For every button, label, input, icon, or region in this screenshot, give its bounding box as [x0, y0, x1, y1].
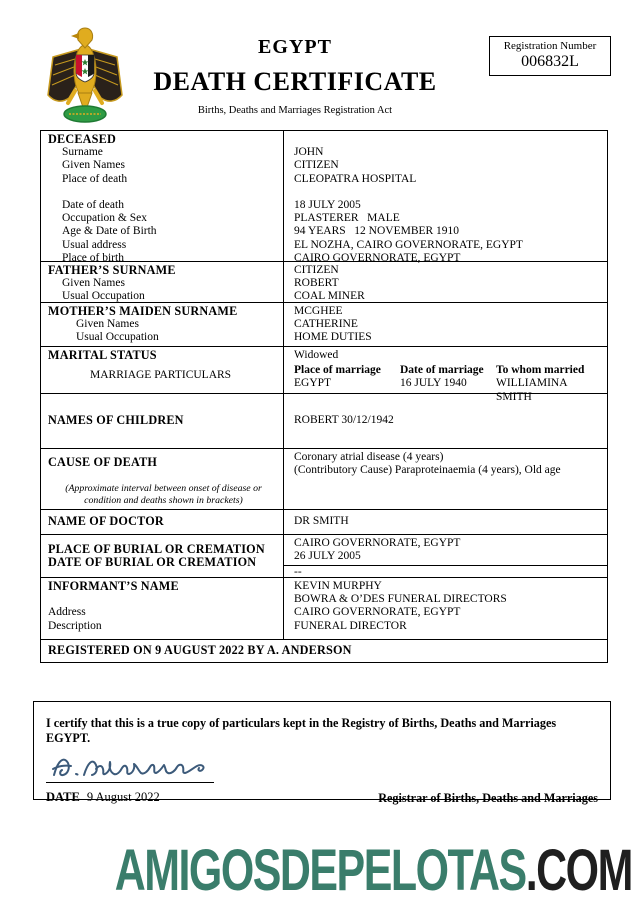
- signature-block: [46, 750, 226, 783]
- field-value: 26 JULY 2005: [294, 550, 361, 563]
- certification-footer: [46, 788, 598, 806]
- registration-number-label: Registration Number: [503, 40, 597, 52]
- burial-date-heading: DATE OF BURIAL OR CREMATION: [48, 555, 257, 569]
- field-label: Given Names: [62, 277, 125, 290]
- certify-statement: I certify that this is a true copy of particulars kept in the Registry of Births, Deaths and Marriages EGYPT.: [46, 716, 557, 745]
- field-label: Place of death: [62, 172, 128, 185]
- country-title: EGYPT: [258, 36, 332, 58]
- cause-values: [284, 449, 607, 509]
- act-subtitle: Births, Deaths and Marriages Registration Act: [197, 105, 393, 116]
- mother-heading: MOTHER’S MAIDEN SURNAME: [48, 304, 238, 318]
- marital-heading: MARITAL STATUS: [48, 348, 157, 362]
- deceased-row: [41, 131, 607, 262]
- burial-values: [284, 535, 607, 577]
- field-label: [48, 186, 279, 199]
- informant-labels: [41, 578, 284, 639]
- field-label: Usual Occupation: [62, 290, 145, 303]
- field-value: MCGHEE: [294, 305, 343, 317]
- doctor-row: [41, 510, 607, 535]
- field-value: COAL MINER: [294, 290, 365, 303]
- field-value: PLASTERER MALE: [294, 212, 400, 225]
- field-label: Description: [48, 619, 102, 632]
- header-titles: [125, 36, 465, 116]
- burial-place-date: [284, 535, 607, 566]
- egypt-coat-of-arms-icon: [45, 25, 125, 123]
- registered-statement: REGISTERED ON 9 AUGUST 2022 BY A. ANDERSON: [48, 643, 352, 657]
- column-header: Place of marriage: [294, 364, 381, 377]
- field-value: BOWRA & O’DES FUNERAL DIRECTORS: [294, 593, 507, 606]
- field-label: Given Names: [76, 318, 139, 331]
- field-value: 18 JULY 2005: [294, 198, 361, 211]
- mother-labels: [41, 303, 284, 346]
- children-heading: NAMES OF CHILDREN: [48, 413, 184, 428]
- marital-status-value: Widowed: [294, 349, 339, 361]
- marriage-columns-header: [294, 364, 603, 377]
- field-label: Usual Occupation: [76, 331, 159, 344]
- mother-row: [41, 303, 607, 347]
- spacer-line: [48, 593, 279, 606]
- children-row: [41, 394, 607, 449]
- field-value: CAIRO GOVERNORATE, EGYPT: [294, 537, 461, 549]
- date-group: [46, 788, 160, 806]
- field-label: Usual address: [62, 238, 127, 251]
- field-value: FUNERAL DIRECTOR: [294, 619, 407, 632]
- field-label: Date of death: [62, 199, 124, 211]
- registration-number-box: [489, 36, 611, 76]
- doctor-value: DR SMITH: [294, 515, 349, 528]
- marital-labels: [41, 347, 284, 393]
- children-labels: [41, 394, 284, 448]
- doctor-values: [284, 510, 607, 534]
- certificate-table: [40, 130, 608, 663]
- informant-heading: INFORMANT’S NAME: [48, 579, 179, 593]
- field-value: JOHN: [294, 146, 324, 159]
- field-value: EL NOZHA, CAIRO GOVERNORATE, EGYPT: [294, 238, 523, 251]
- field-value: (Contributory Cause) Paraproteinaemia (4 years), Old age: [294, 464, 561, 477]
- field-value: CAIRO GOVERNORATE, EGYPT: [294, 606, 461, 619]
- children-values: [284, 394, 607, 448]
- field-value: CATHERINE: [294, 318, 358, 331]
- cause-labels: [41, 449, 284, 509]
- signature-underline: [46, 782, 214, 783]
- deceased-values: [284, 131, 607, 264]
- burial-place-heading: PLACE OF BURIAL OR CREMATION: [48, 541, 265, 556]
- field-value: [294, 186, 603, 199]
- field-value: EGYPT: [294, 377, 332, 390]
- registration-number-value: 006832L: [521, 53, 579, 70]
- date-value: 9 August 2022: [86, 790, 160, 804]
- field-label: Age & Date of Birth: [62, 225, 157, 238]
- burial-row: [41, 535, 607, 578]
- registered-row: [41, 640, 607, 662]
- field-label: Place of birth: [62, 251, 124, 264]
- field-label: Surname: [62, 146, 103, 159]
- informant-row: [41, 578, 607, 640]
- marital-row: [41, 347, 607, 403]
- field-value: CAIRO GOVERNORATE, EGYPT: [294, 251, 461, 264]
- marital-values: [284, 347, 607, 403]
- watermark-tld: .COM: [525, 838, 632, 903]
- document-title: DEATH CERTIFICATE: [153, 67, 437, 96]
- field-value: CITIZEN: [294, 264, 339, 276]
- field-value: WILLIAMINA SMITH: [496, 377, 570, 403]
- column-header: To whom married: [496, 364, 585, 377]
- dash-value: --: [294, 566, 302, 579]
- field-value: KEVIN MURPHY: [294, 580, 382, 592]
- father-heading: FATHER’S SURNAME: [48, 263, 176, 277]
- father-labels: [41, 262, 284, 302]
- column-header: Date of marriage: [400, 364, 484, 377]
- registrar-title: Registrar of Births, Deaths and Marriages: [378, 791, 598, 805]
- date-label: DATE: [46, 790, 80, 804]
- watermark-brand: AMIGOSDEPELOTAS: [114, 838, 526, 903]
- certification-box: [33, 701, 611, 805]
- watermark-logo: [114, 838, 632, 903]
- children-value: ROBERT 30/12/1942: [294, 414, 394, 427]
- cause-row: [41, 449, 607, 510]
- mother-values: [284, 303, 607, 346]
- deceased-heading: DECEASED: [48, 132, 116, 146]
- father-values: [284, 262, 607, 302]
- field-value: ROBERT: [294, 277, 339, 290]
- field-value: CLEOPATRA HOSPITAL: [294, 172, 417, 185]
- field-label: Address: [48, 606, 86, 619]
- doctor-labels: [41, 510, 284, 534]
- doctor-heading: NAME OF DOCTOR: [48, 514, 164, 529]
- field-value: HOME DUTIES: [294, 331, 372, 344]
- registrar-signature: [46, 750, 216, 782]
- deceased-labels: [41, 131, 284, 264]
- field-label: Given Names: [62, 159, 125, 172]
- field-value: 16 JULY 1940: [400, 377, 467, 390]
- field-value: CITIZEN: [294, 159, 339, 172]
- informant-values: [284, 578, 607, 639]
- marriage-particulars-label: MARRIAGE PARTICULARS: [90, 369, 232, 382]
- field-label: Occupation & Sex: [62, 212, 147, 225]
- burial-labels: [41, 535, 284, 577]
- field-value: 94 YEARS 12 NOVEMBER 1910: [294, 225, 460, 238]
- cause-heading: CAUSE OF DEATH: [48, 455, 158, 469]
- father-row: [41, 262, 607, 303]
- cause-note: (Approximate interval between onset of disease or condition and deaths shown in brackets): [65, 483, 262, 506]
- spacer-line: [294, 133, 603, 146]
- field-value: Coronary atrial disease (4 years): [294, 451, 444, 463]
